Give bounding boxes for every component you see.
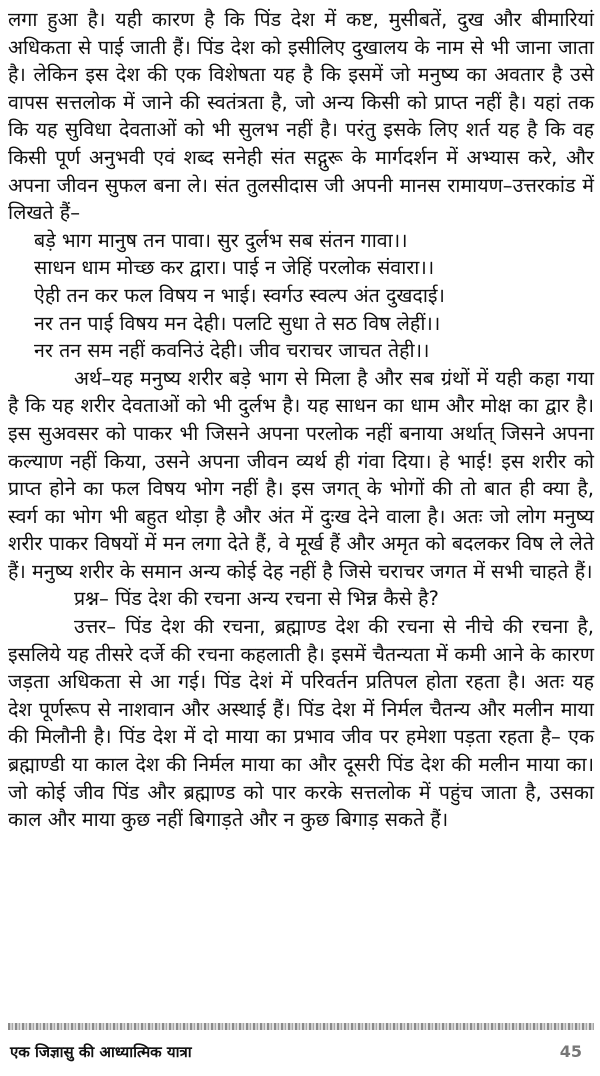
chaupai-verses [8, 227, 594, 365]
meaning-paragraph: अर्थ–यह मनुष्य शरीर बड़े भाग से मिला है और सब ग्रंथों में यही कहा गया है कि यह शरीर देवताओं को भी दुर्लभ है। यह साधन का धाम और मोक्ष का द्वार है। इस सुअवसर को पाकर भी जिसने अपना परलोक नहीं बनाया अर्थात् जिसने अपना कल्याण नहीं किया, उसने अपना जीवन व्यर्थ ही गंवा दिया। हे भाई! इस शरीर को प्राप्त होने का फल विषय भोग नहीं है। इस जगत् के भोगों की तो बात ही क्या है, स्वर्ग का भोग भी बहुत थोड़ा है और अंत में दुःख देने वाला है। अतः जो लोग मनुष्य शरीर पाकर विषयों में मन लगा देते हैं, वे मूर्ख हैं और अमृत को बदलकर विष ले लेते हैं। मनुष्य शरीर के समान अन्य कोई देह नहीं है जिसे चराचर जगत में सभी चाहते हैं। [8, 366, 594, 583]
answer-paragraph: उत्तर– पिंड देश की रचना, ब्रह्माण्ड देश की रचना से नीचे की रचना है, इसलिये यह तीसरे दर्जे की रचना कहलाती है। इसमें चैतन्यता में कमी आने के कारण जड़ता अधिकता से आ गई। पिंड देशं में परिवर्तन प्रतिपल होता रहता है। अतः यह देश पूर्णरूप से नाशवान और अस्थाई हैं। पिंड देश में निर्मल चैतन्य और मलीन माया की मिलौनी है। पिंड देश में दो माया का प्रभाव जीव पर हमेशा पड़ता रहता है– एक ब्रह्माण्डी या काल देश की निर्मल माया का और दूसरी पिंड देश की मलीन माया का। जो कोई जीव पिंड और ब्रह्माण्ड को पार करके सत्तलोक में पहुंच जाता है, उसका काल और माया कुछ नहीं बिगाड़ते और न कुछ बिगाड़ सकते हैं। [8, 615, 594, 832]
question-paragraph: प्रश्न– पिंड देश की रचना अन्य रचना से भिन्न कैसे है? [74, 587, 439, 611]
page-number: 45 [559, 1042, 582, 1061]
footer-divider [8, 1023, 594, 1030]
verse-line: नर तन सम नहीं कवनिउं देही। जीव चराचर जाचत तेही।। [34, 339, 430, 363]
verse-line: साधन धाम मोच्छ कर द्वारा। पाई न जेहिं परलोक संवारा।। [34, 256, 435, 280]
page-body [8, 6, 594, 834]
verse-line: ऐही तन कर फल विषय न भाई। स्वर्गउ स्वल्प अंत दुखदाई। [34, 283, 445, 307]
footer-book-title: एक जिज्ञासु की आध्यात्मिक यात्रा [10, 1043, 192, 1061]
verse-line: बड़े भाग मानुष तन पावा। सुर दुर्लभ सब संतन गावा।। [34, 228, 408, 252]
verse-line: नर तन पाई विषय मन देही। पलटि सुधा ते सठ विष लेहीं।। [34, 311, 441, 335]
opening-paragraph: लगा हुआ है। यही कारण है कि पिंड देश में कष्ट, मुसीबतें, दुख और बीमारियां अधिकता से पाई जाती हैं। पिंड देश को इसीलिए दुखालय के नाम से भी जाना जाता है। लेकिन इस देश की एक विशेषता यह है कि इसमें जो मनुष्य का अवतार है उसे वापस सत्तलोक में जाने की स्वतंत्रता है, जो अन्य किसी को प्राप्त नहीं है। यहां तक कि यह सुविधा देवताओं को भी सुलभ नहीं है। परंतु इसके लिए शर्त यह है कि वह किसी पूर्ण अनुभवी एवं शब्द सनेही संत सद्गुरू के मार्गदर्शन में अभ्यास करे, और अपना जीवन सुफल बना ले। संत तुलसीदास जी अपनी मानस रामायण–उत्तरकांड में लिखते हैं– [8, 8, 594, 225]
